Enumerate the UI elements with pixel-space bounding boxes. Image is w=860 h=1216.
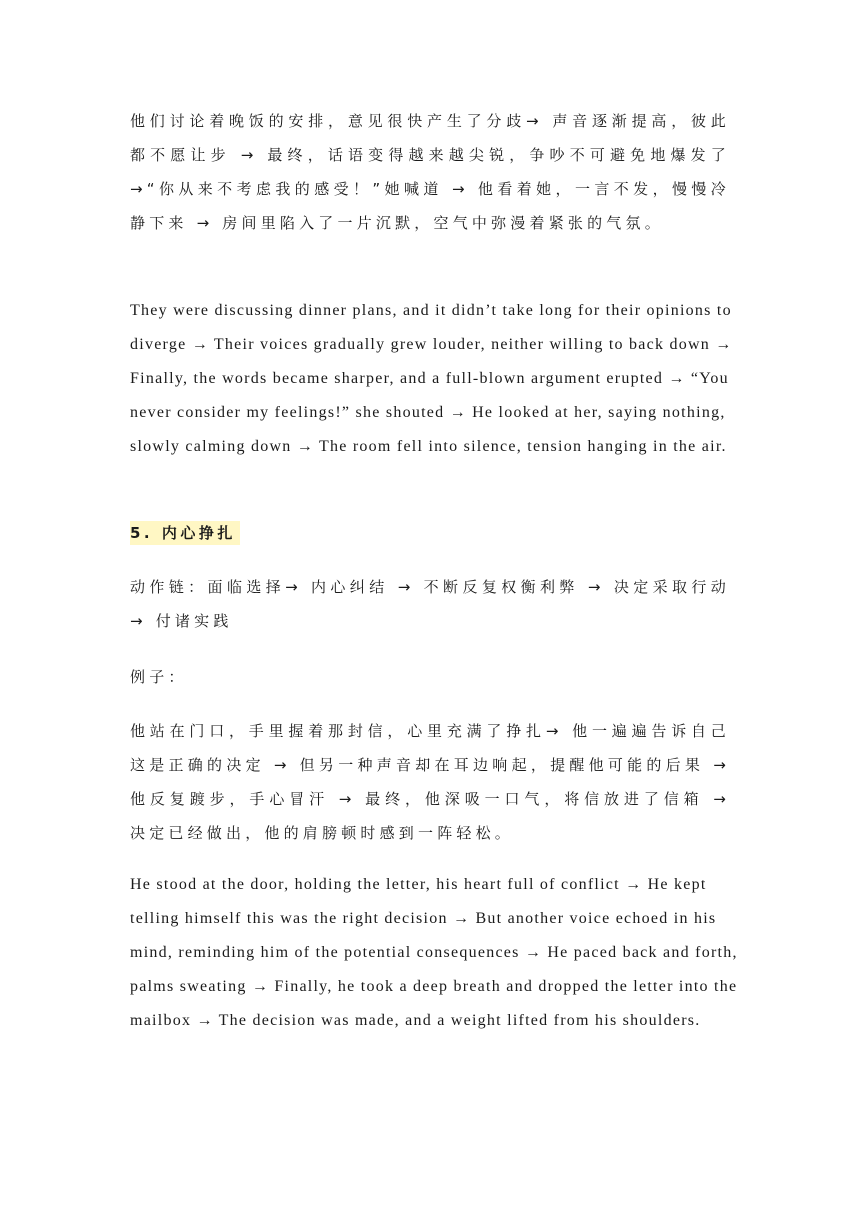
english-paragraph-argument: They were discussing dinner plans, and it didn’t take long for their opinions to diverge → Their voices gradually grew louder, neither willing to back down → Finally, the words became sharper, and a full-blown argument erupted → “You never consider my feelings!” she shouted → He looked at her, saying nothing, slowly calming down → The room fell into silence, tension hanging in the air. — [130, 302, 733, 455]
action-chain-text: 动作链：面临选择→ 内心纠结 → 不断反复权衡利弊 → 决定采取行动 → 付诸实践 — [130, 578, 730, 630]
chinese-paragraph-argument: 他们讨论着晚饭的安排，意见很快产生了分歧→ 声音逐渐提高，彼此都不愿让步 → 最终，话语变得越来越尖锐，争吵不可避免地爆发了 →“你从来不考虑我的感受！”她喊道 → 他看着她，一言不发，慢慢冷静下来 → 房间里陷入了一片沉默，空气中弥漫着紧张的气氛。 — [130, 112, 730, 232]
section-heading: 5. 内心挣扎 — [130, 521, 240, 545]
example-label: 例子： — [130, 668, 188, 686]
english-paragraph-struggle: He stood at the door, holding the letter, his heart full of conflict → He kept telling himself this was the right decision → But another voice echoed in his mind, reminding him of the potential consequences → He paced back and forth, palms sweating → Finally, he took a deep breath and dropped the letter into the mailbox → The decision was made, and a weight lifted from his shoulders. — [130, 876, 738, 1029]
section-heading-wrapper — [130, 521, 240, 545]
chinese-paragraph-struggle: 他站在门口，手里握着那封信，心里充满了挣扎→ 他一遍遍告诉自己这是正确的决定 → 但另一种声音却在耳边响起，提醒他可能的后果 → 他反复踱步，手心冒汗 → 最终，他深吸一口气，将信放进了信箱 → 决定已经做出，他的肩膀顿时感到一阵轻松。 — [130, 722, 730, 842]
